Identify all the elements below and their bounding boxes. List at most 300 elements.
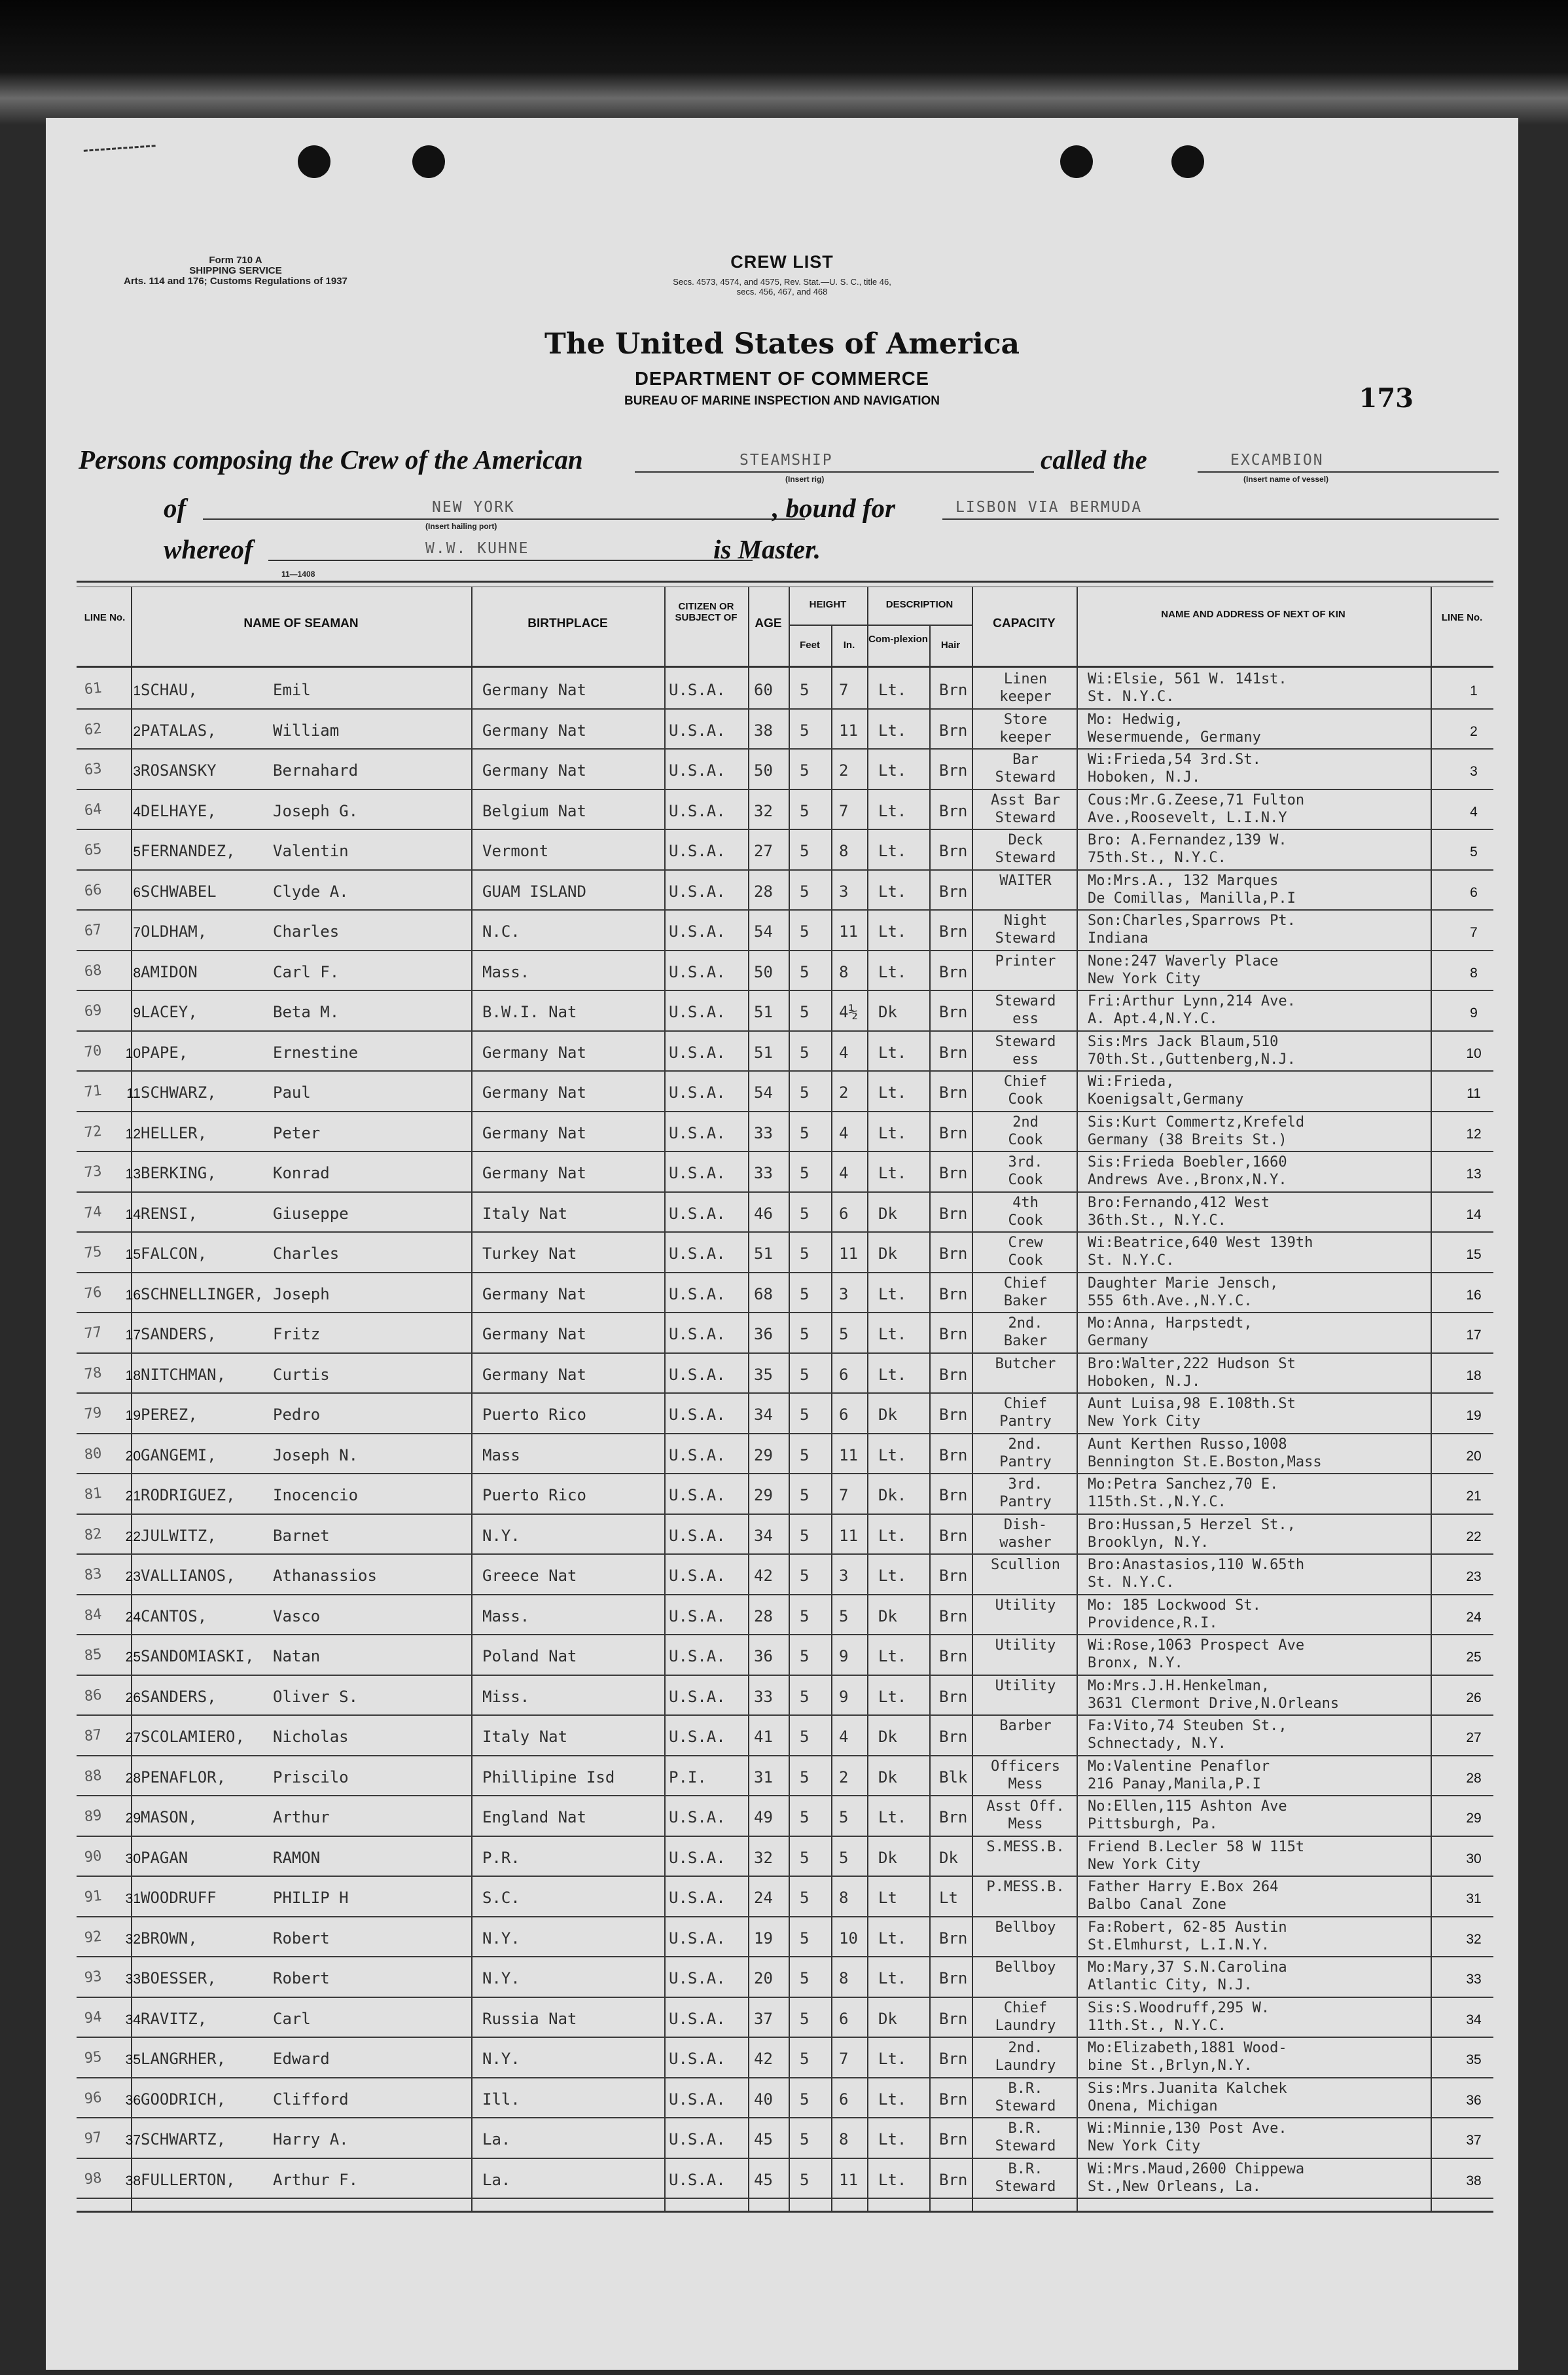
capacity-continued: washer <box>999 1534 1052 1551</box>
citizenship: U.S.A. <box>669 1204 726 1223</box>
complexion: Dk <box>878 1204 897 1223</box>
hair: Brn <box>939 2009 968 2028</box>
handwritten-line-number: 90 <box>83 1847 103 1866</box>
hair: Brn <box>939 1083 968 1102</box>
handwritten-line-number: 65 <box>83 841 103 860</box>
height-inches: 8 <box>839 2130 849 2148</box>
table-row <box>77 1272 1493 1314</box>
line-number-right: 20 <box>1466 1448 1482 1464</box>
citizenship: U.S.A. <box>669 1486 726 1504</box>
seaman-surname: NITCHMAN, <box>141 1365 226 1384</box>
birthplace: Mass. <box>482 962 530 981</box>
capacity: 3rd. <box>1008 1476 1043 1493</box>
age: 20 <box>754 1969 773 1987</box>
height-inches: 11 <box>839 721 858 740</box>
next-of-kin: Wi:Beatrice,640 West 139th <box>1088 1235 1313 1251</box>
height-inches: 8 <box>839 1889 849 1907</box>
height-inches: 4 <box>839 1728 849 1746</box>
form-service: SHIPPING SERVICE <box>189 265 282 276</box>
seaman-surname: VALLIANOS, <box>141 1567 236 1585</box>
handwritten-line-number: 63 <box>83 760 103 779</box>
table-row <box>77 1231 1493 1273</box>
capacity: Barber <box>999 1718 1052 1734</box>
line-number: 32 <box>125 1931 141 1947</box>
age: 33 <box>754 1123 773 1142</box>
line-number: 36 <box>125 2092 141 2108</box>
complexion: Lt. <box>878 2050 907 2068</box>
handwritten-line-number: 67 <box>83 921 103 940</box>
height-inches: 7 <box>839 1486 849 1504</box>
age: 33 <box>754 1687 773 1706</box>
capacity-continued: Pantry <box>999 1453 1052 1470</box>
line-number: 19 <box>125 1408 141 1423</box>
birthplace: Germany Nat <box>482 1043 586 1062</box>
line-number: 11 <box>126 1086 141 1101</box>
next-of-kin-address: Andrews Ave.,Bronx,N.Y. <box>1088 1172 1287 1188</box>
seaman-surname: PAGAN <box>141 1848 188 1867</box>
height-feet: 5 <box>800 1526 810 1545</box>
seaman-surname: RODRIGUEZ, <box>141 1486 236 1504</box>
height-inches: 6 <box>839 1204 849 1223</box>
hair: Brn <box>939 1325 968 1343</box>
seaman-given-name: Robert <box>273 1929 330 1948</box>
next-of-kin: Bro: A.Fernandez,139 W. <box>1088 832 1287 848</box>
next-of-kin: Sis:Mrs Jack Blaum,510 <box>1088 1033 1279 1050</box>
of-label: of <box>164 493 187 523</box>
citizenship: U.S.A. <box>669 1325 726 1343</box>
complexion: Lt. <box>878 2130 907 2148</box>
complexion: Lt. <box>878 1365 907 1384</box>
citizenship: U.S.A. <box>669 801 726 820</box>
complexion: Lt. <box>878 1445 907 1464</box>
next-of-kin-address: Providence,R.I. <box>1088 1614 1218 1631</box>
capacity: Deck <box>1008 832 1043 848</box>
seaman-given-name: Nicholas <box>273 1728 349 1746</box>
header-complexion: Com-plexion <box>868 634 928 645</box>
table-row <box>77 2158 1493 2200</box>
hair: Brn <box>939 1606 968 1625</box>
table-row <box>77 990 1493 1032</box>
citizenship: P.I. <box>669 1768 707 1786</box>
table-row <box>77 2037 1493 2078</box>
capacity: WAITER <box>999 872 1052 889</box>
hair: Brn <box>939 1929 968 1948</box>
punch-hole <box>1171 145 1204 178</box>
height-feet: 5 <box>800 2170 810 2189</box>
citizenship: U.S.A. <box>669 2090 726 2109</box>
next-of-kin: Son:Charles,Sparrows Pt. <box>1088 913 1296 929</box>
handwritten-line-number: 83 <box>83 1565 103 1584</box>
table-row <box>77 1111 1493 1153</box>
hair: Brn <box>939 962 968 981</box>
handwritten-line-number: 84 <box>83 1606 103 1624</box>
birthplace: GUAM ISLAND <box>482 882 586 901</box>
next-of-kin: Wi:Rose,1063 Prospect Ave <box>1088 1637 1305 1654</box>
height-feet: 5 <box>800 1848 810 1867</box>
citizenship: U.S.A. <box>669 1083 726 1102</box>
citizenship: U.S.A. <box>669 2050 726 2068</box>
next-of-kin-address: St. N.Y.C. <box>1088 689 1175 705</box>
next-of-kin-address: Wesermuende, Germany <box>1088 729 1261 746</box>
line-number: 10 <box>125 1045 141 1061</box>
subheader-rule <box>789 625 972 626</box>
handwritten-line-number: 98 <box>83 2169 103 2188</box>
table-row <box>77 1553 1493 1595</box>
birthplace: La. <box>482 2170 511 2189</box>
age: 54 <box>754 1083 773 1102</box>
birthplace: Poland Nat <box>482 1647 577 1665</box>
table-row <box>77 1634 1493 1676</box>
seaman-surname: CANTOS, <box>141 1606 207 1625</box>
handwritten-line-number: 93 <box>83 1968 103 1987</box>
complexion: Lt. <box>878 1687 907 1706</box>
line-number: 26 <box>125 1690 141 1705</box>
complexion: Lt. <box>878 1647 907 1665</box>
next-of-kin-address: 70th.St.,Guttenberg,N.J. <box>1088 1051 1296 1068</box>
next-of-kin: Daughter Marie Jensch, <box>1088 1275 1279 1292</box>
complexion: Lt. <box>878 1043 907 1062</box>
capacity-continued: Laundry <box>995 2058 1056 2074</box>
seaman-surname: PATALAS, <box>141 721 217 740</box>
citizenship: U.S.A. <box>669 1929 726 1948</box>
birthplace: N.C. <box>482 922 520 941</box>
hair: Brn <box>939 1526 968 1545</box>
header-line-no-right: LINE No. <box>1441 612 1483 623</box>
height-inches: 6 <box>839 2090 849 2109</box>
capacity-continued: Cook <box>1008 1091 1043 1108</box>
line-number-right: 14 <box>1466 1206 1482 1222</box>
age: 31 <box>754 1768 773 1786</box>
line-number-right: 29 <box>1466 1811 1482 1826</box>
line-number: 2 <box>133 723 141 739</box>
handwritten-line-number: 81 <box>83 1485 103 1504</box>
citizenship: U.S.A. <box>669 1969 726 1987</box>
table-row <box>77 1312 1493 1354</box>
age: 45 <box>754 2170 773 2189</box>
age: 45 <box>754 2130 773 2148</box>
next-of-kin: Mo:Mary,37 S.N.Carolina <box>1088 1959 1287 1976</box>
vessel-value: EXCAMBION <box>1230 452 1324 469</box>
hair: Brn <box>939 2050 968 2068</box>
seaman-given-name: Charles <box>273 922 340 941</box>
vessel-line <box>1198 471 1499 473</box>
capacity: 4th <box>1012 1194 1039 1211</box>
hair: Brn <box>939 681 968 699</box>
line-number-right: 11 <box>1467 1086 1481 1101</box>
complexion: Lt. <box>878 1969 907 1987</box>
birthplace: Germany Nat <box>482 1083 586 1102</box>
country-title: The United States of America <box>544 327 1020 361</box>
handwritten-line-number: 62 <box>83 720 103 738</box>
citizenship: U.S.A. <box>669 1526 726 1545</box>
citizenship: U.S.A. <box>669 1123 726 1142</box>
persons-label: Persons composing the Crew of the American <box>79 444 583 475</box>
age: 34 <box>754 1405 773 1424</box>
line-number-right: 30 <box>1466 1851 1482 1866</box>
handwritten-line-number: 71 <box>83 1082 103 1101</box>
seaman-surname: AMIDON <box>141 962 198 981</box>
hair: Brn <box>939 1043 968 1062</box>
capacity: 3rd. <box>1008 1154 1043 1170</box>
capacity-continued: Steward <box>995 2097 1056 2114</box>
next-of-kin-address: Balbo Canal Zone <box>1088 1896 1226 1913</box>
handwritten-line-number: 76 <box>83 1284 103 1302</box>
height-feet: 5 <box>800 1606 810 1625</box>
table-row <box>77 1070 1493 1112</box>
complexion: Dk <box>878 1405 897 1424</box>
seaman-given-name: Valentin <box>273 842 349 860</box>
seaman-given-name: Arthur <box>273 1808 330 1826</box>
capacity-continued: Laundry <box>995 2017 1056 2034</box>
handwritten-line-number: 85 <box>83 1646 103 1665</box>
birthplace: S.C. <box>482 1889 520 1907</box>
capacity: Chief <box>1003 1999 1048 2016</box>
seaman-surname: SCOLAMIERO, <box>141 1728 245 1746</box>
birthplace: N.Y. <box>482 1526 520 1545</box>
capacity-continued: Steward <box>995 809 1056 826</box>
next-of-kin: Bro:Hussan,5 Herzel St., <box>1088 1516 1296 1533</box>
birthplace: Puerto Rico <box>482 1405 586 1424</box>
next-of-kin: Sis:Mrs.Juanita Kalchek <box>1088 2080 1287 2097</box>
seaman-surname: GANGEMI, <box>141 1445 217 1464</box>
crew-list-sheet <box>46 118 1518 2370</box>
citizenship: U.S.A. <box>669 2130 726 2148</box>
rig-hint: (Insert rig) <box>785 475 825 484</box>
line-number-right: 13 <box>1466 1167 1482 1182</box>
crew-list-title: CREW LIST <box>730 252 834 272</box>
seaman-surname: GOODRICH, <box>141 2090 226 2109</box>
age: 68 <box>754 1284 773 1303</box>
citizenship: U.S.A. <box>669 882 726 901</box>
line-number: 31 <box>125 1891 141 1906</box>
birthplace: N.Y. <box>482 2050 520 2068</box>
next-of-kin-address: Atlantic City, N.J. <box>1088 1977 1253 1993</box>
height-feet: 5 <box>800 1929 810 1948</box>
whereof-label: whereof <box>164 534 253 564</box>
capacity: Bar <box>1012 752 1039 768</box>
hair: Brn <box>939 1969 968 1987</box>
height-inches: 6 <box>839 1405 849 1424</box>
citizenship: U.S.A. <box>669 1445 726 1464</box>
capacity: 2nd <box>1012 1114 1039 1131</box>
height-feet: 5 <box>800 1445 810 1464</box>
handwritten-line-number: 80 <box>83 1445 103 1463</box>
age: 32 <box>754 801 773 820</box>
line-number-right: 33 <box>1466 1972 1482 1987</box>
capacity-continued: Baker <box>1003 1333 1048 1349</box>
line-number-right: 24 <box>1466 1609 1482 1625</box>
seaman-given-name: Clifford <box>273 2090 349 2109</box>
header-birthplace: BIRTHPLACE <box>527 617 608 630</box>
line-number: 35 <box>125 2052 141 2067</box>
seaman-surname: PAPE, <box>141 1043 188 1062</box>
next-of-kin: Wi:Frieda,54 3rd.St. <box>1088 752 1261 768</box>
next-of-kin-address: New York City <box>1088 1413 1201 1430</box>
age: 36 <box>754 1325 773 1343</box>
birthplace: Germany Nat <box>482 761 586 780</box>
statute-reference-line: Secs. 4573, 4574, and 4575, Rev. Stat.—U. S. C., title 46, <box>673 277 891 287</box>
hair: Brn <box>939 2090 968 2109</box>
birthplace: Belgium Nat <box>482 801 586 820</box>
capacity: B.R. <box>1008 2080 1043 2097</box>
height-feet: 5 <box>800 1123 810 1142</box>
pencil-mark <box>84 145 156 157</box>
age: 37 <box>754 2009 773 2028</box>
complexion: Lt. <box>878 721 907 740</box>
height-inches: 11 <box>839 922 858 941</box>
capacity: Crew <box>1008 1235 1043 1251</box>
height-feet: 5 <box>800 761 810 780</box>
complexion: Lt. <box>878 882 907 901</box>
complexion: Lt. <box>878 1567 907 1585</box>
line-number: 37 <box>125 2133 141 2148</box>
birthplace: Mass <box>482 1445 520 1464</box>
height-feet: 5 <box>800 2050 810 2068</box>
height-inches: 11 <box>839 1244 858 1263</box>
table-row <box>77 1030 1493 1072</box>
handwritten-line-number: 68 <box>83 962 103 980</box>
height-inches: 10 <box>839 1929 858 1948</box>
line-number-right: 5 <box>1470 844 1478 860</box>
age: 42 <box>754 1567 773 1585</box>
port-value: NEW YORK <box>432 499 515 516</box>
table-bottom-rule <box>77 2211 1493 2213</box>
citizenship: U.S.A. <box>669 1365 726 1384</box>
next-of-kin-address: St.Elmhurst, L.I.N.Y. <box>1088 1936 1270 1953</box>
hair: Brn <box>939 1164 968 1182</box>
capacity: Linen <box>1003 671 1048 687</box>
next-of-kin-address: Bennington St.E.Boston,Mass <box>1088 1453 1322 1470</box>
age: 29 <box>754 1486 773 1504</box>
line-number: 9 <box>133 1006 141 1021</box>
seaman-given-name: Clyde A. <box>273 882 349 901</box>
seaman-given-name: Pedro <box>273 1405 321 1424</box>
complexion: Lt. <box>878 2090 907 2109</box>
seaman-surname: WOODRUFF <box>141 1889 217 1907</box>
height-feet: 5 <box>800 1728 810 1746</box>
seaman-surname: PEREZ, <box>141 1405 198 1424</box>
hair: Brn <box>939 882 968 901</box>
table-row <box>77 829 1493 871</box>
next-of-kin-address: 555 6th.Ave.,N.Y.C. <box>1088 1292 1253 1309</box>
header-age: AGE <box>755 617 782 630</box>
citizenship: U.S.A. <box>669 1606 726 1625</box>
handwritten-line-number: 70 <box>83 1042 103 1061</box>
line-number-right: 25 <box>1466 1650 1482 1665</box>
age: 46 <box>754 1204 773 1223</box>
next-of-kin: Mo: 185 Lockwood St. <box>1088 1597 1261 1614</box>
capacity: Utility <box>995 1677 1056 1694</box>
line-number: 16 <box>125 1287 141 1303</box>
hair: Brn <box>939 1445 968 1464</box>
seaman-surname: SCHWARTZ, <box>141 2130 226 2148</box>
complexion: Lt. <box>878 2170 907 2189</box>
table-row <box>77 1191 1493 1233</box>
seaman-surname: LANGRHER, <box>141 2050 226 2068</box>
port-line <box>203 518 805 520</box>
seaman-given-name: Arthur F. <box>273 2170 359 2189</box>
handwritten-line-number: 64 <box>83 801 103 819</box>
complexion: Lt. <box>878 1284 907 1303</box>
citizenship: U.S.A. <box>669 1164 726 1182</box>
height-feet: 5 <box>800 1687 810 1706</box>
height-inches: 5 <box>839 1848 849 1867</box>
capacity-continued: Cook <box>1008 1172 1043 1188</box>
line-number-right: 28 <box>1466 1770 1482 1786</box>
birthplace: Greece Nat <box>482 1567 577 1585</box>
next-of-kin: Cous:Mr.G.Zeese,71 Fulton <box>1088 791 1305 808</box>
height-feet: 5 <box>800 1083 810 1102</box>
age: 49 <box>754 1808 773 1826</box>
height-inches: 3 <box>839 882 849 901</box>
capacity-continued: keeper <box>999 729 1052 746</box>
age: 50 <box>754 962 773 981</box>
header-citizen: CITIZEN OR SUBJECT OF <box>675 601 738 623</box>
seaman-given-name: Peter <box>273 1123 321 1142</box>
birthplace: Germany Nat <box>482 1365 586 1384</box>
table-row <box>77 1714 1493 1756</box>
handwritten-line-number: 86 <box>83 1686 103 1705</box>
line-number: 7 <box>133 925 141 940</box>
next-of-kin-address: 3631 Clermont Drive,N.Orleans <box>1088 1695 1340 1712</box>
hair: Dk <box>939 1848 958 1867</box>
next-of-kin: Wi:Mrs.Maud,2600 Chippewa <box>1088 2160 1305 2177</box>
next-of-kin-address: Hoboken, N.J. <box>1088 769 1201 786</box>
height-inches: 4 <box>839 1164 849 1182</box>
seaman-given-name: Bernahard <box>273 761 359 780</box>
seaman-given-name: Athanassios <box>273 1567 377 1585</box>
height-feet: 5 <box>800 1889 810 1907</box>
table-row <box>77 1433 1493 1475</box>
height-inches: 11 <box>839 1526 858 1545</box>
next-of-kin: Mo:Mrs.A., 132 Marques <box>1088 872 1279 889</box>
master-value: W.W. KUHNE <box>425 540 529 557</box>
line-number: 13 <box>125 1167 141 1182</box>
complexion: Lt. <box>878 1123 907 1142</box>
line-number-right: 7 <box>1470 925 1478 940</box>
birthplace: Germany Nat <box>482 1123 586 1142</box>
complexion: Lt <box>878 1889 897 1907</box>
next-of-kin: Mo:Anna, Harpstedt, <box>1088 1315 1253 1332</box>
table-row <box>77 2077 1493 2119</box>
height-inches: 5 <box>839 1606 849 1625</box>
line-number-right: 10 <box>1466 1045 1482 1061</box>
next-of-kin-address: Schnectady, N.Y. <box>1088 1735 1226 1752</box>
table-row <box>77 668 1493 710</box>
capacity: Chief <box>1003 1275 1048 1292</box>
capacity-continued: Steward <box>995 2178 1056 2195</box>
line-number: 21 <box>125 1489 141 1504</box>
citizenship: U.S.A. <box>669 1728 726 1746</box>
line-number: 22 <box>125 1529 141 1544</box>
hair: Brn <box>939 2130 968 2148</box>
line-number: 25 <box>125 1650 141 1665</box>
handwritten-line-number: 72 <box>83 1123 103 1141</box>
next-of-kin: Bro:Walter,222 Hudson St <box>1088 1355 1296 1372</box>
line-number: 38 <box>125 2173 141 2188</box>
age: 50 <box>754 761 773 780</box>
complexion: Lt. <box>878 1325 907 1343</box>
birthplace: Germany Nat <box>482 1325 586 1343</box>
next-of-kin-address: De Comillas, Manilla,P.I <box>1088 890 1296 907</box>
seaman-surname: ROSANSKY <box>141 761 217 780</box>
line-number: 14 <box>125 1206 141 1222</box>
form-number: Form 710 A <box>209 255 262 266</box>
hair: Brn <box>939 1405 968 1424</box>
height-feet: 5 <box>800 1969 810 1987</box>
citizenship: U.S.A. <box>669 2009 726 2028</box>
seaman-surname: BOESSER, <box>141 1969 217 1987</box>
